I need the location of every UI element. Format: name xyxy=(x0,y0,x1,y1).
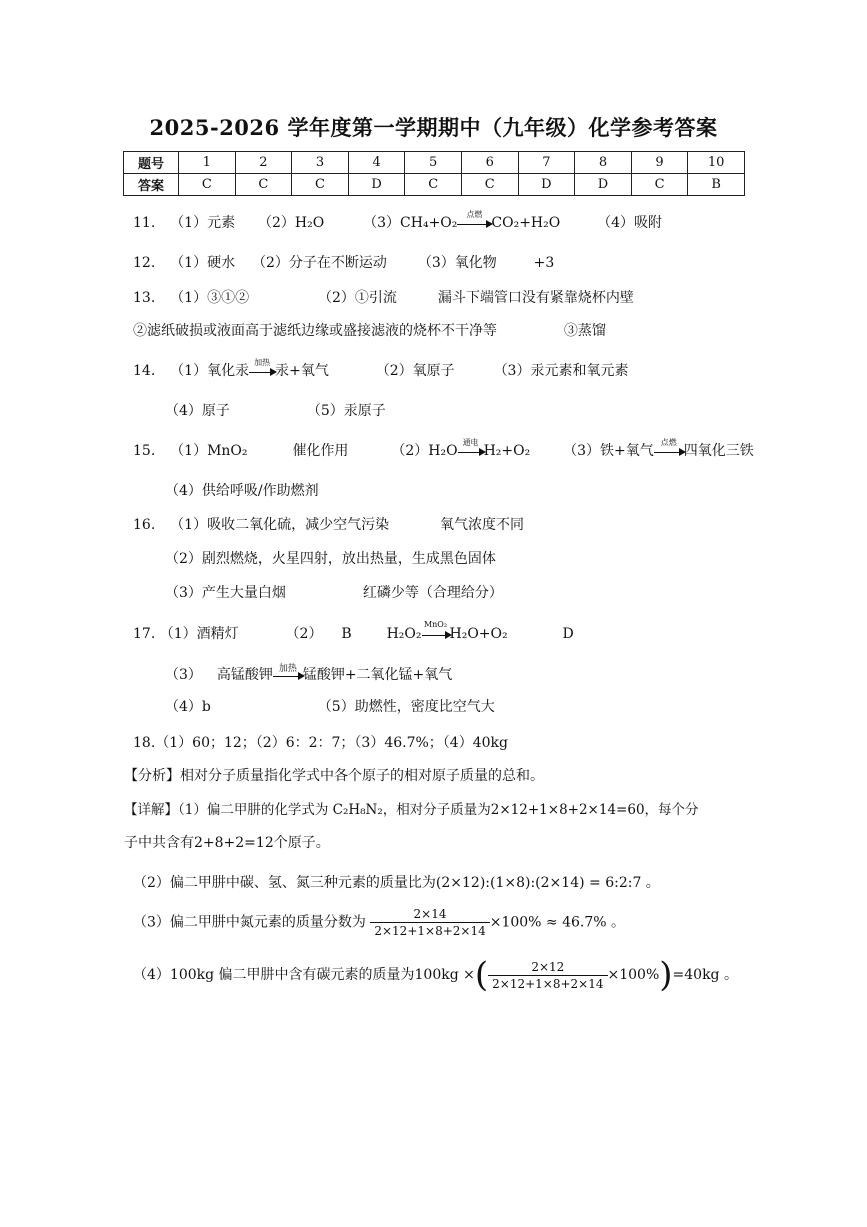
left-paren: ( xyxy=(474,955,489,995)
fraction-denominator: 2×12+1×8+2×14 xyxy=(374,924,486,938)
answer-part: （1）酒精灯 xyxy=(159,626,239,642)
answer-part: （2）氧原子 xyxy=(375,363,455,379)
question-number: 14. xyxy=(133,363,156,379)
solution-text: （3）偏二甲肼中氮元素的质量分数为 xyxy=(133,914,366,931)
reaction-condition: 加热 xyxy=(254,357,271,367)
answer-part: （1）硬水 xyxy=(170,255,236,271)
answer-part: （1）元素 xyxy=(170,215,236,231)
answer-line-16b xyxy=(165,548,496,568)
answer-part: （4）吸附 xyxy=(597,215,663,231)
solution-text: （2）偏二甲肼中碳、氢、氮三种元素的质量比为 xyxy=(133,875,436,891)
answer-line-16 xyxy=(133,514,524,534)
answer-part: （3）氧化物 xyxy=(417,255,497,271)
table-cell: 4 xyxy=(348,152,405,174)
table-header-cell: 答案 xyxy=(124,174,179,196)
solution-result: =40kg 。 xyxy=(672,967,738,983)
table-cell: 7 xyxy=(518,152,575,174)
question-number: 13. xyxy=(133,290,156,306)
table-cell: D xyxy=(348,174,405,196)
table-cell: 2 xyxy=(235,152,292,174)
solution-line-2 xyxy=(133,872,660,892)
table-cell: C xyxy=(179,174,236,196)
table-cell: 1 xyxy=(179,152,236,174)
table-header-cell: 题号 xyxy=(124,152,179,174)
equation-products: CO₂+H₂O xyxy=(491,215,561,231)
fraction-numerator: 2×12 xyxy=(488,960,607,976)
answer-part: （2）H₂O xyxy=(258,215,325,231)
reaction-arrow xyxy=(249,357,275,373)
reaction-condition: MnO₂ xyxy=(423,619,448,629)
answer-line-18: 18.（1）60；12；（2）6：2：7；（3）46.7%；（4）40kg xyxy=(133,735,508,751)
solution-line-3 xyxy=(133,907,625,938)
answer-line-17 xyxy=(133,619,574,643)
table-cell: C xyxy=(235,174,292,196)
table-cell: C xyxy=(461,174,518,196)
equation-products: H₂+O₂ xyxy=(483,443,531,459)
question-number: 11. xyxy=(133,215,156,231)
equation-products: 锰酸钾+二氧化锰+氧气 xyxy=(302,667,453,683)
solution-line-4 xyxy=(133,955,738,995)
answer-part: （5）汞原子 xyxy=(306,403,386,419)
solution-expression: (2×12):(1×8):(2×14) = 6:2:7 。 xyxy=(435,875,660,891)
answer-part: （2） xyxy=(285,626,323,642)
answer-part: ②滤纸破损或液面高于滤纸边缘或盛接滤液的烧杯不干净等 xyxy=(133,323,497,339)
answer-line-11 xyxy=(133,209,663,232)
answer-part: （2）剧烈燃烧，火星四射，放出热量，生成黑色固体 xyxy=(165,551,496,567)
table-cell: B xyxy=(688,174,745,196)
reaction-arrow xyxy=(457,209,491,225)
answer-line-12 xyxy=(133,252,554,272)
answer-part: （5）助燃性，密度比空气大 xyxy=(317,699,495,715)
answer-line-16c xyxy=(165,582,503,602)
equation-reactants: H₂O₂ xyxy=(386,626,422,642)
answer-table xyxy=(123,151,745,196)
answer-part: （3）汞元素和氧元素 xyxy=(493,363,629,379)
solution-expression: ×100% ≈ 46.7% 。 xyxy=(489,914,626,931)
answer-part: 氧气浓度不同 xyxy=(440,517,524,533)
answer-part: （4）b xyxy=(165,699,211,715)
answer-part: 红磷少等（合理给分） xyxy=(362,585,503,601)
reaction-arrow xyxy=(422,619,450,636)
equation-reactants: （3）铁+氧气 xyxy=(563,443,654,459)
fraction xyxy=(488,960,607,991)
answer-line-14b xyxy=(165,400,386,420)
solution-text: （4）100kg 偏二甲肼中含有碳元素的质量为100kg × xyxy=(133,967,475,983)
reaction-condition: 点燃 xyxy=(660,437,677,447)
equation-reactants: （3）CH₄+O₂ xyxy=(363,215,458,231)
solution-expression: ×100% xyxy=(607,967,660,983)
question-number: 16. xyxy=(133,517,156,533)
equation-reactants: 高锰酸钾 xyxy=(216,667,273,683)
answer-line-13b xyxy=(133,320,606,340)
equation-reactants: （1）氧化汞 xyxy=(170,363,250,379)
reaction-arrow xyxy=(654,437,684,453)
reaction-condition: 点燃 xyxy=(466,209,483,219)
answer-part: （1）MnO₂ xyxy=(170,443,248,459)
fraction-denominator: 2×12+1×8+2×14 xyxy=(492,976,604,991)
answer-part: （3）产生大量白烟 xyxy=(165,585,286,601)
question-number: 15. xyxy=(133,443,156,459)
reaction-condition: 加热 xyxy=(278,663,297,674)
reaction-arrow xyxy=(273,663,303,677)
table-cell: C xyxy=(405,174,462,196)
table-row xyxy=(124,174,745,196)
right-paren: ) xyxy=(659,955,673,995)
fraction xyxy=(370,907,489,938)
table-cell: 10 xyxy=(688,152,745,174)
detail-line: 【详解】（1）偏二甲肼的化学式为 C₂H₈N₂，相对分子质量为2×12+1×8+2×14=60，每个分 xyxy=(124,802,699,818)
answer-part: （1）③①② xyxy=(170,290,250,306)
table-cell: 5 xyxy=(405,152,462,174)
reaction-arrow xyxy=(458,437,484,453)
answer-part: （3） xyxy=(165,667,202,683)
equation-products: 汞+氧气 xyxy=(275,363,329,379)
answer-line-15b xyxy=(165,480,319,500)
answer-part: （4）供给呼吸/作助燃剂 xyxy=(165,483,319,499)
table-cell: 8 xyxy=(575,152,632,174)
equation-products: H₂O+O₂ xyxy=(449,626,508,642)
answer-part: D xyxy=(562,626,574,642)
answer-part: 催化作用 xyxy=(292,443,349,459)
answer-part: 漏斗下端管口没有紧靠烧杯内壁 xyxy=(437,290,634,306)
table-row xyxy=(124,152,745,174)
detail-line-b: 子中共含有2+8+2=12个原子。 xyxy=(124,835,330,851)
answer-part: （1）吸收二氧化硫，减少空气污染 xyxy=(170,517,390,533)
table-cell: 3 xyxy=(292,152,349,174)
analysis-line: 【分析】相对分子质量指化学式中各个原子的相对原子质量的总和。 xyxy=(124,768,544,784)
answer-part: （4）原子 xyxy=(165,403,230,419)
question-number: 17. xyxy=(133,626,156,642)
answer-line-14 xyxy=(133,357,629,380)
answer-part: B xyxy=(341,626,352,642)
table-cell: 6 xyxy=(461,152,518,174)
answer-part: （2）①引流 xyxy=(318,290,397,306)
table-cell: C xyxy=(631,174,688,196)
answer-part: ③蒸馏 xyxy=(563,323,606,339)
answer-line-17c xyxy=(165,696,495,716)
answer-line-17b xyxy=(165,664,452,684)
table-cell: C xyxy=(292,174,349,196)
answer-part: （2）分子在不断运动 xyxy=(252,255,387,271)
equation-reactants: （2）H₂O xyxy=(391,443,458,459)
table-cell: D xyxy=(518,174,575,196)
equation-products: 四氧化三铁 xyxy=(683,443,754,459)
table-cell: 9 xyxy=(631,152,688,174)
page-title: 2025-2026 学年度第一学期期中（九年级）化学参考答案 xyxy=(149,115,718,140)
answer-line-13 xyxy=(133,287,634,307)
fraction-numerator: 2×14 xyxy=(370,907,489,923)
question-number: 12. xyxy=(133,255,156,271)
answer-part: +3 xyxy=(533,255,555,271)
table-cell: D xyxy=(575,174,632,196)
answer-line-15 xyxy=(133,437,754,460)
reaction-condition: 通电 xyxy=(462,437,479,447)
